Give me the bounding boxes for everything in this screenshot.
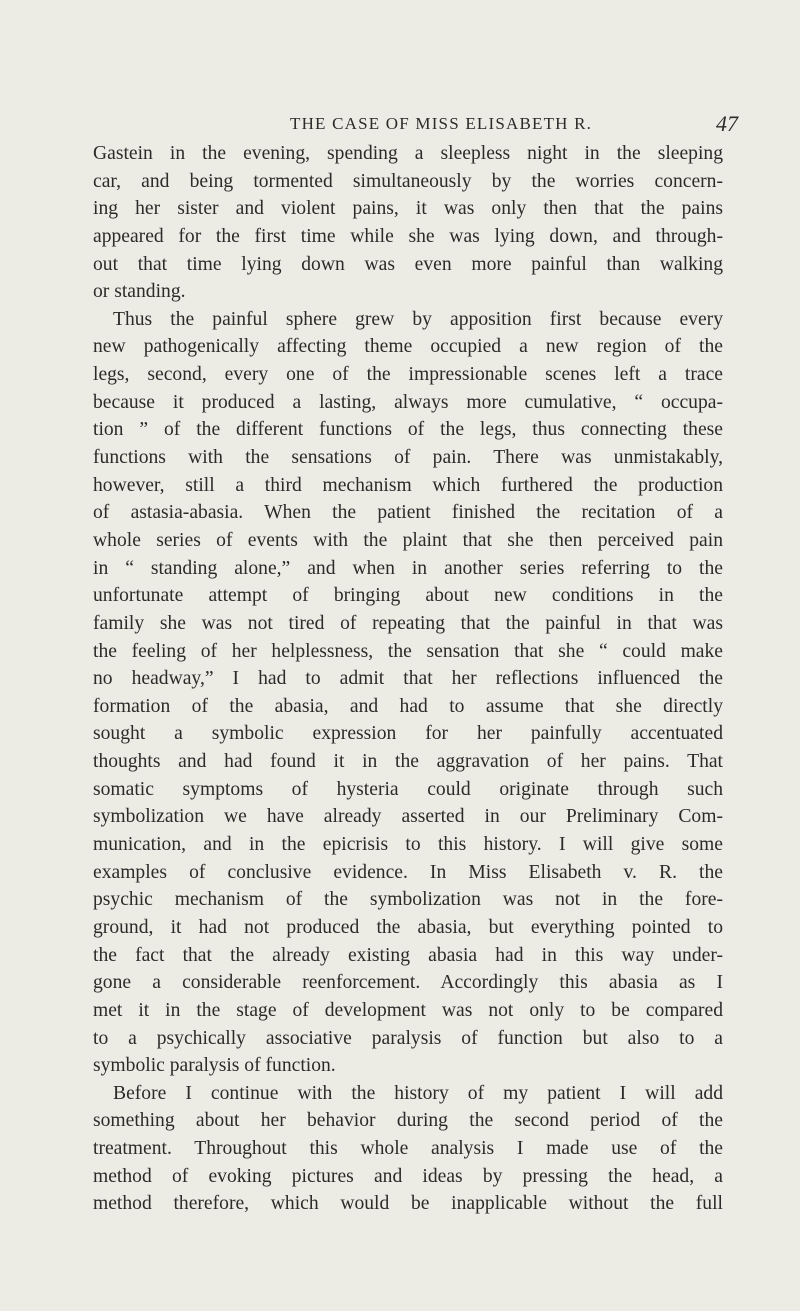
- text-line: legs, second, every one of the impressionable scenes left a trace: [93, 364, 723, 386]
- text-line: method therefore, which would be inapplicable without the full: [93, 1193, 723, 1215]
- text-line: new pathogenically affecting theme occupied a new region of the: [93, 336, 723, 358]
- text-line: unfortunate attempt of bringing about new conditions in the: [93, 585, 723, 607]
- text-line: Gastein in the evening, spending a sleepless night in the sleeping: [93, 143, 723, 164]
- text-line: because it produced a lasting, always more cumulative, “ occupa-: [93, 391, 723, 413]
- text-line: somatic symptoms of hysteria could originate through such: [93, 778, 723, 800]
- text-line: no headway,” I had to admit that her reflections influenced the: [93, 668, 723, 690]
- text-line: Thus the painful sphere grew by apposition first because every: [113, 308, 723, 330]
- text-line: met it in the stage of development was not only to be compared: [93, 999, 723, 1021]
- text-line: or standing.: [93, 281, 186, 303]
- text-line: however, still a third mechanism which furthered the production: [93, 474, 723, 496]
- body-text: [93, 140, 723, 1218]
- text-line: of astasia-abasia. When the patient finished the recitation of a: [93, 502, 723, 524]
- text-line: treatment. Throughout this whole analysis I made use of the: [93, 1138, 723, 1160]
- text-line: thoughts and had found it in the aggravation of her pains. That: [93, 751, 723, 773]
- page-number: 47: [716, 111, 738, 136]
- text-line: sought a symbolic expression for her painfully accentuated: [93, 723, 723, 745]
- text-line: to a psychically associative paralysis of function but also to a: [93, 1027, 723, 1049]
- text-line: the fact that the already existing abasia had in this way under-: [93, 944, 723, 966]
- text-line: whole series of events with the plaint that she then perceived pain: [93, 529, 723, 551]
- text-line: in “ standing alone,” and when in another series referring to the: [93, 557, 723, 579]
- text-line: the feeling of her helplessness, the sensation that she “ could make: [93, 640, 723, 662]
- text-line: Before I continue with the history of my patient I will add: [113, 1082, 723, 1104]
- text-line: tion ” of the different functions of the legs, thus connecting these: [93, 419, 723, 441]
- text-line: gone a considerable reenforcement. Accordingly this abasia as I: [93, 972, 723, 994]
- text-line: appeared for the first time while she was lying down, and through-: [93, 225, 723, 247]
- text-line: ing her sister and violent pains, it was only then that the pains: [93, 198, 723, 220]
- text-line: ground, it had not produced the abasia, but everything pointed to: [93, 916, 723, 938]
- text-line: car, and being tormented simultaneously by the worries concern-: [93, 170, 723, 192]
- text-line: functions with the sensations of pain. There was unmistakably,: [93, 447, 723, 469]
- text-line: examples of conclusive evidence. In Miss Elisabeth v. R. the: [93, 861, 723, 883]
- text-line: psychic mechanism of the symbolization was not in the fore-: [93, 889, 723, 911]
- text-line: family she was not tired of repeating that the painful in that was: [93, 612, 723, 634]
- text-line: munication, and in the epicrisis to this history. I will give some: [93, 834, 723, 856]
- text-line: method of evoking pictures and ideas by pressing the head, a: [93, 1165, 723, 1187]
- text-line: something about her behavior during the second period of the: [93, 1110, 723, 1132]
- text-line: symbolic paralysis of function.: [93, 1055, 336, 1077]
- text-line: formation of the abasia, and had to assume that she directly: [93, 695, 723, 717]
- text-line: out that time lying down was even more painful than walking: [93, 253, 723, 275]
- running-head: THE CASE OF MISS ELISABETH R.: [290, 114, 593, 133]
- text-line: symbolization we have already asserted in our Preliminary Com-: [93, 806, 723, 828]
